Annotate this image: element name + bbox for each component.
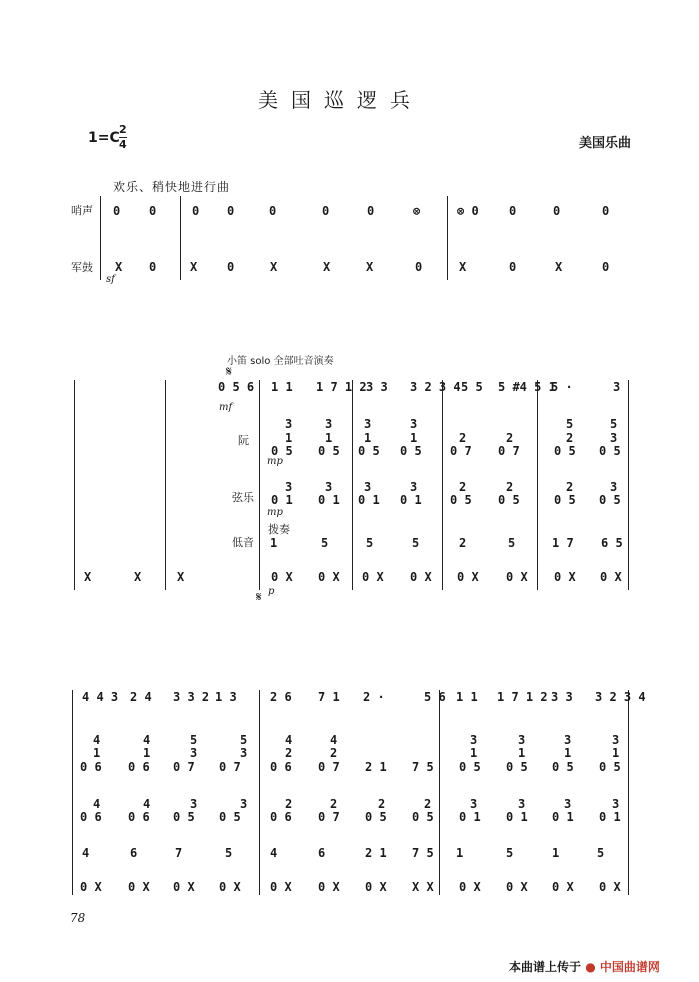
percussion-note: 0 X: [128, 880, 150, 894]
ruan-note: 1: [470, 746, 478, 760]
percussion-note: 0 X: [410, 570, 432, 584]
segno-sign: 𝄋: [226, 364, 233, 380]
percussion-note: 0 X: [271, 570, 293, 584]
whistle-note: 0: [149, 204, 157, 218]
ruan-note: 0 5: [271, 444, 293, 458]
bass-note: 5: [412, 536, 420, 550]
strings-note: 3: [240, 797, 248, 811]
ruan-note: 3: [610, 431, 618, 445]
melody-note: 3 2 3 4: [595, 690, 646, 704]
drum-note: X: [134, 570, 142, 584]
strings-note: 3: [285, 480, 293, 494]
strings-note: 0 5: [450, 493, 472, 507]
barline: [537, 380, 538, 590]
strings-note: 3: [190, 797, 198, 811]
instrument-label-whistle: 哨声: [71, 204, 93, 217]
drum-note: X: [270, 260, 278, 274]
page-title: 美国巡逻兵: [258, 88, 423, 112]
strings-note: 2: [459, 480, 467, 494]
whistle-note: 0: [192, 204, 200, 218]
whistle-note: 0: [553, 204, 561, 218]
melody-note: 3 3: [551, 690, 573, 704]
strings-note: 3: [564, 797, 572, 811]
strings-note: 0 5: [498, 493, 520, 507]
ruan-note: 3: [410, 417, 418, 431]
strings-note: 0 6: [80, 810, 102, 824]
strings-note: 3: [410, 480, 418, 494]
ruan-note: 4: [330, 733, 338, 747]
whistle-note: 0: [322, 204, 330, 218]
melody-note: 5 #4 5 1: [498, 380, 556, 394]
ruan-note: 2: [459, 431, 467, 445]
barline: [259, 690, 260, 895]
percussion-note: 0 X: [318, 880, 340, 894]
strings-note: 3: [325, 480, 333, 494]
barline: [442, 380, 443, 590]
percussion-note: 0 X: [219, 880, 241, 894]
percussion-note: 0 X: [599, 880, 621, 894]
strings-note: 0 5: [219, 810, 241, 824]
ruan-note: 0 5: [400, 444, 422, 458]
ruan-note: 0 5: [599, 760, 621, 774]
ruan-note: 3: [325, 417, 333, 431]
whistle-note: 0: [269, 204, 277, 218]
percussion-note: 0 X: [365, 880, 387, 894]
segno-sign: 𝄋: [256, 590, 262, 605]
drum-note: 0: [415, 260, 423, 274]
strings-note: 2: [566, 480, 574, 494]
bass-note: 5: [508, 536, 516, 550]
strings-note: 0 1: [318, 493, 340, 507]
barline: [447, 196, 448, 280]
bass-note: 1 7: [552, 536, 574, 550]
melody-note: 0 5 6: [218, 380, 255, 394]
melody-note: 1 1: [456, 690, 478, 704]
ruan-note: 0 5: [318, 444, 340, 458]
whistle-note: 0: [602, 204, 610, 218]
bass-note: 5: [366, 536, 374, 550]
ruan-note: 1: [518, 746, 526, 760]
ruan-note: 2: [330, 746, 338, 760]
strings-note: 0 5: [599, 493, 621, 507]
tempo-marking: 欢乐、稍快地进行曲: [113, 180, 231, 194]
ruan-note: 4: [285, 733, 293, 747]
bass-note: 6: [130, 846, 138, 860]
dynamic-mp: mp: [267, 456, 283, 467]
ruan-note: 0 6: [270, 760, 292, 774]
strings-note: 2: [378, 797, 386, 811]
dynamic-mf: mf: [219, 402, 233, 413]
percussion-note: 0 X: [554, 570, 576, 584]
watermark-text: 本曲谱上传于: [509, 960, 582, 974]
drum-note: 0: [509, 260, 517, 274]
strings-note: 4: [93, 797, 101, 811]
ruan-note: 5: [610, 417, 618, 431]
bass-note: 4: [270, 846, 278, 860]
drum-note: X: [555, 260, 563, 274]
ruan-note: 1: [612, 746, 620, 760]
ruan-note: 4: [93, 733, 101, 747]
barline: [628, 690, 629, 895]
ruan-note: 0 7: [318, 760, 340, 774]
strings-note: 0 7: [318, 810, 340, 824]
ruan-note: 1: [564, 746, 572, 760]
ruan-note: 3: [240, 746, 248, 760]
ruan-note: 4: [143, 733, 151, 747]
whistle-note: 0: [113, 204, 121, 218]
time-signature-bottom: 4: [119, 138, 127, 151]
strings-note: 0 1: [400, 493, 422, 507]
melody-note: 2 6: [270, 690, 292, 704]
strings-note: 2: [330, 797, 338, 811]
melody-note: 1 1: [271, 380, 293, 394]
ruan-note: 5: [566, 417, 574, 431]
drum-note: X: [115, 260, 123, 274]
percussion-note: 0 X: [173, 880, 195, 894]
ruan-note: 2: [506, 431, 514, 445]
barline: [439, 690, 440, 895]
melody-note: 5 6: [424, 690, 446, 704]
melody-note: 1 7 1 2: [316, 380, 367, 394]
percussion-note: X X: [412, 880, 434, 894]
strings-note: 0 6: [270, 810, 292, 824]
ruan-note: 1: [285, 431, 293, 445]
melody-note: 3: [613, 380, 621, 394]
barline: [628, 380, 629, 590]
percussion-note: 0 X: [270, 880, 292, 894]
time-signature-top: 2: [119, 123, 127, 136]
instrument-label-bass: 低音: [232, 536, 254, 549]
ruan-note: 0 6: [80, 760, 102, 774]
solo-instruction: 小笛 solo 全部吐音演奏: [227, 356, 334, 367]
strings-note: 3: [364, 480, 372, 494]
melody-note: 3 2 3 4: [410, 380, 461, 394]
ruan-note: 5: [240, 733, 248, 747]
instrument-label-strings: 弦乐: [232, 491, 254, 504]
ruan-note: 0 5: [459, 760, 481, 774]
drum-note: 0: [227, 260, 235, 274]
melody-note: 3 3: [366, 380, 388, 394]
strings-note: 3: [470, 797, 478, 811]
strings-note: 0 1: [459, 810, 481, 824]
drum-note: X: [84, 570, 92, 584]
ruan-note: 7 5: [412, 760, 434, 774]
ruan-note: 1: [364, 431, 372, 445]
percussion-note: 0 X: [80, 880, 102, 894]
composer: 美国乐曲: [579, 136, 632, 151]
bass-note: 6 5: [601, 536, 623, 550]
strings-note: 3: [610, 480, 618, 494]
strings-note: 0 1: [271, 493, 293, 507]
bass-note: 2 1: [365, 846, 387, 860]
strings-note: 3: [518, 797, 526, 811]
strings-note: 0 6: [128, 810, 150, 824]
ruan-note: 0 7: [498, 444, 520, 458]
ruan-note: 0 7: [219, 760, 241, 774]
barline: [259, 380, 260, 590]
ruan-note: 1: [410, 431, 418, 445]
whistle-note: ⊗: [413, 204, 421, 218]
watermark-site[interactable]: 中国曲谱网: [599, 960, 660, 974]
melody-note: 3 3 2: [173, 690, 210, 704]
percussion-note: 0 X: [362, 570, 384, 584]
ruan-note: 3: [190, 746, 198, 760]
drum-note: X: [190, 260, 198, 274]
system3-bracket: [72, 690, 73, 895]
percussion-note: 0 X: [600, 570, 622, 584]
ruan-note: 3: [285, 417, 293, 431]
strings-note: 0 1: [599, 810, 621, 824]
melody-note: 1 7 1 2: [497, 690, 548, 704]
strings-note: 0 5: [365, 810, 387, 824]
drum-note: X: [459, 260, 467, 274]
strings-note: 0 1: [552, 810, 574, 824]
dynamic-p: p: [268, 586, 275, 597]
ruan-note: 2: [566, 431, 574, 445]
drum-note: 0: [149, 260, 157, 274]
melody-note: 2 4: [130, 690, 152, 704]
percussion-note: 0 X: [506, 570, 528, 584]
strings-note: 0 5: [554, 493, 576, 507]
drum-note: 0: [602, 260, 610, 274]
strings-note: 3: [612, 797, 620, 811]
ruan-note: 2 1: [365, 760, 387, 774]
melody-note: 4 4 3: [82, 690, 119, 704]
ruan-note: 3: [612, 733, 620, 747]
percussion-note: 0 X: [318, 570, 340, 584]
bass-note: 5: [506, 846, 514, 860]
strings-note: 0 1: [506, 810, 528, 824]
percussion-note: 0 X: [506, 880, 528, 894]
dynamic-mp: mp: [267, 507, 283, 518]
bass-note: 1: [456, 846, 464, 860]
pizzicato-mark: 拨奏: [268, 523, 290, 536]
bass-note: 7 5: [412, 846, 434, 860]
ruan-note: 0 5: [554, 444, 576, 458]
barline: [180, 196, 181, 280]
melody-note: 7 1: [318, 690, 340, 704]
ruan-note: 3: [364, 417, 372, 431]
key-signature: 1=C: [88, 130, 120, 146]
drum-note: X: [177, 570, 185, 584]
system2-bracket: [74, 380, 75, 590]
whistle-note: 0: [227, 204, 235, 218]
percussion-note: 0 X: [457, 570, 479, 584]
dynamic-sf: sf: [106, 274, 115, 285]
ruan-note: 3: [564, 733, 572, 747]
bass-note: 6: [318, 846, 326, 860]
instrument-label-ruan: 阮: [238, 434, 249, 447]
whistle-note: 0: [367, 204, 375, 218]
strings-note: 0 5: [173, 810, 195, 824]
ruan-note: 0 5: [599, 444, 621, 458]
ruan-note: 1: [143, 746, 151, 760]
percussion-note: 0 X: [459, 880, 481, 894]
bass-note: 2: [459, 536, 467, 550]
strings-note: 0 1: [358, 493, 380, 507]
watermark-logo-icon: ●: [585, 960, 596, 974]
whistle-note: 0: [509, 204, 517, 218]
bass-note: 7: [175, 846, 183, 860]
drum-note: X: [323, 260, 331, 274]
whistle-note: ⊗ 0: [457, 204, 479, 218]
barline: [165, 380, 166, 590]
bass-note: 5: [225, 846, 233, 860]
ruan-note: 0 5: [358, 444, 380, 458]
ruan-note: 0 7: [450, 444, 472, 458]
watermark: [509, 958, 660, 975]
page-number: 78: [70, 911, 86, 925]
drum-note: X: [366, 260, 374, 274]
melody-note: 1 3: [215, 690, 237, 704]
ruan-note: 5: [190, 733, 198, 747]
melody-note: 5 ·: [551, 380, 573, 394]
strings-note: 2: [424, 797, 432, 811]
ruan-note: 1: [93, 746, 101, 760]
ruan-note: 3: [518, 733, 526, 747]
percussion-note: 0 X: [552, 880, 574, 894]
barline: [352, 380, 353, 590]
ruan-note: 0 5: [552, 760, 574, 774]
system1-bracket: [100, 196, 101, 280]
bass-note: 1: [552, 846, 560, 860]
ruan-note: 3: [470, 733, 478, 747]
bass-note: 5: [597, 846, 605, 860]
ruan-note: 0 5: [506, 760, 528, 774]
strings-note: 0 5: [412, 810, 434, 824]
melody-note: 5 5: [461, 380, 483, 394]
instrument-label-drum: 军鼓: [71, 261, 93, 274]
strings-note: 4: [143, 797, 151, 811]
ruan-note: 2: [285, 746, 293, 760]
ruan-note: 0 6: [128, 760, 150, 774]
bass-note: 4: [82, 846, 90, 860]
bass-note: 1: [270, 536, 278, 550]
time-signature: [119, 124, 127, 151]
bass-note: 5: [321, 536, 329, 550]
strings-note: 2: [285, 797, 293, 811]
strings-note: 2: [506, 480, 514, 494]
ruan-note: 1: [325, 431, 333, 445]
melody-note: 2 ·: [363, 690, 385, 704]
ruan-note: 0 7: [173, 760, 195, 774]
